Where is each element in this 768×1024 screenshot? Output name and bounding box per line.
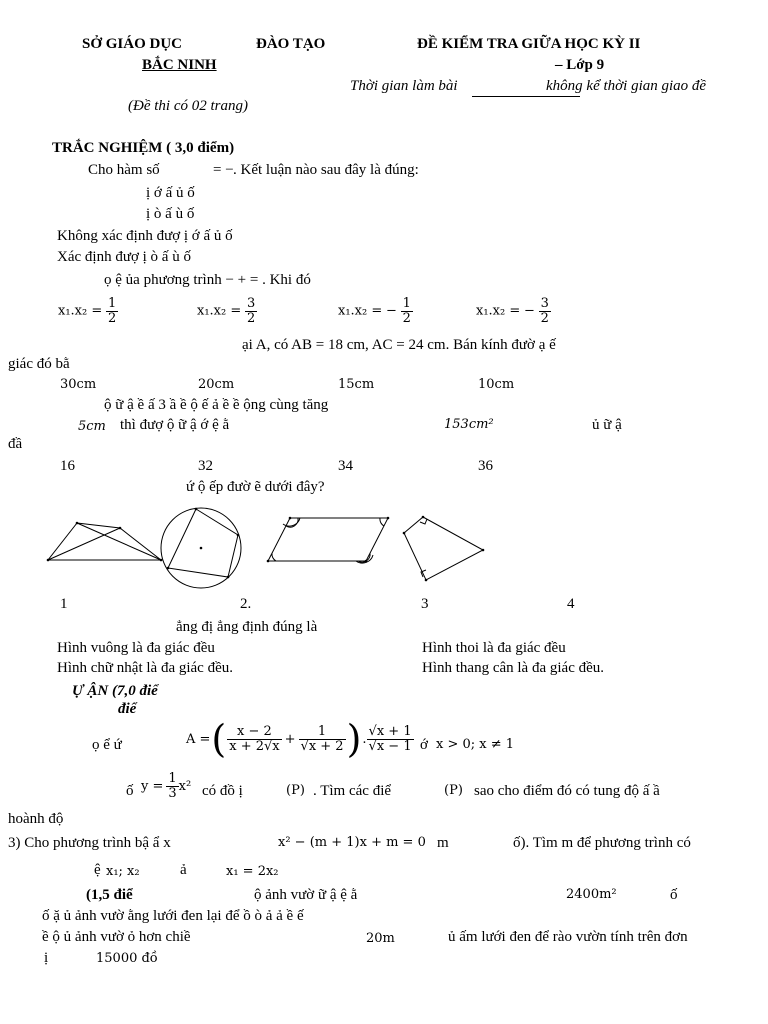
- q4-option-c: 34: [338, 458, 353, 474]
- parabola-p-label-2: (P): [444, 783, 463, 798]
- q2-option-d: x₁.x₂ = − $\frac{3}{2}$: [476, 296, 549, 326]
- q1-option-d: Xác định đượ ị ò ấ ù ố: [57, 249, 191, 265]
- figure-label-3: 3: [421, 596, 429, 612]
- pages-note: (Đề thi có 02 trang): [128, 98, 248, 114]
- q6-option-c: Hình chữ nhật là đa giác đều.: [57, 660, 233, 676]
- time-label: Thời gian làm bài: [350, 78, 458, 94]
- q4-line1: ộ ữ ậ ề ấ 3 ầ ề ộ ế ả ề ề ộng cùng tăng: [104, 397, 329, 413]
- essay-q3-line2b: ả: [180, 862, 187, 878]
- essay-q3-line2a: ệ: [94, 862, 101, 878]
- price-per-unit: 15000 đồ: [96, 951, 158, 966]
- q4-option-b: 32: [198, 458, 213, 474]
- q3-option-b: 20cm: [198, 377, 235, 392]
- essay-q4-line2: ố ặ ủ ảnh vườ ằng lưới đen lại để ồ ò ả ả ề ế: [42, 908, 304, 924]
- figure-label-1: 1: [60, 596, 68, 612]
- q4-line3: đầ: [8, 436, 23, 452]
- essay-q1-condition: x > 0; x ≠ 1: [436, 737, 515, 752]
- q4-line2: thì đượ ộ ữ ậ ớ ệ ằ: [120, 417, 230, 433]
- q5-stem: ứ ộ ếp đườ ẽ dưới đây?: [186, 479, 325, 495]
- essay-q4-line3: ề ộ ủ ảnh vườ ỏ hơn chiề: [42, 929, 191, 945]
- figure-label-2: 2.: [240, 596, 252, 612]
- root-relation: x₁ = 2x₂: [226, 864, 279, 879]
- q4-increase: 5cm: [78, 419, 106, 434]
- essay-q4-line1: ộ ảnh vườ ữ ậ ệ ằ: [254, 887, 358, 903]
- essay-q4-title: (1,5 điể: [86, 887, 133, 903]
- essay-q4-line4a: ị: [44, 950, 49, 966]
- q3-option-d: 10cm: [478, 377, 515, 392]
- figure-2-inscribed-quadrilateral: [158, 505, 248, 595]
- quadratic-equation: x² − (m + 1)x + m = 0: [278, 835, 426, 850]
- essay-q1-with-word: ớ: [420, 737, 428, 753]
- q1-stem: Cho hàm số: [88, 162, 160, 178]
- time-note: không kể thời gian giao đề: [546, 78, 707, 94]
- essay-q2-text3: sao cho điểm đó có tung độ ấ ầ: [474, 783, 660, 799]
- grade-label: – Lớp 9: [555, 57, 605, 73]
- q1-equation: = −: [213, 162, 234, 178]
- q3-option-c: 15cm: [338, 377, 375, 392]
- q1-stem-tail: . Kết luận nào sau đây là đúng:: [233, 162, 419, 178]
- q4-line2-tail: ủ ữ ậ: [592, 417, 622, 433]
- q2-option-c: x₁.x₂ = − $\frac{1}{2}$: [338, 296, 411, 326]
- q4-option-a: 16: [60, 458, 75, 474]
- q4-area: 153cm²: [444, 417, 494, 432]
- essay-q4-line1-end: ố: [670, 887, 678, 903]
- q6-option-a: Hình vuông là đa giác đều: [57, 640, 215, 656]
- q6-option-b: Hình thoi là đa giác đều: [422, 640, 566, 656]
- q3-stem-line2: giác đó bằ: [8, 356, 70, 372]
- section-title-essay: Ự ẬN (7,0 điể: [72, 683, 158, 699]
- department-right: ĐÀO TẠO: [256, 36, 326, 52]
- essay-q4-line3-tail: ủ ấm lưới đen để rào vườn tính trên đơn: [448, 929, 688, 945]
- q1-option-c: Không xác định đượ ị ớ ấ ủ ố: [57, 228, 233, 244]
- section-subtitle: điể: [118, 701, 137, 717]
- q1-option-b: ị ò ấ ù ố: [146, 206, 195, 222]
- figure-label-4: 4: [567, 596, 575, 612]
- q6-stem: ẳng đị ẳng định đúng là: [176, 619, 318, 635]
- essay-q2-text2: . Tìm các điể: [313, 783, 392, 799]
- q2-option-b: x₁.x₂ = $\frac{3}{2}$: [197, 296, 256, 326]
- essay-q2-text1: có đồ ị: [202, 783, 243, 799]
- essay-q2-line2: hoành độ: [8, 811, 64, 827]
- roots-label: x₁; x₂: [106, 864, 140, 879]
- q4-option-d: 36: [478, 458, 493, 474]
- q3-option-a: 30cm: [60, 377, 97, 392]
- figure-4-right-angle-quadrilateral: [398, 505, 493, 585]
- province-name: BẮC NINH: [142, 57, 217, 73]
- essay-q2-prefix: ố: [126, 783, 134, 799]
- figure-1-quadrilateral: [40, 505, 170, 580]
- essay-q1-prefix: ọ ể ứ: [92, 737, 122, 753]
- exam-title: ĐỀ KIỂM TRA GIỮA HỌC KỲ II: [417, 36, 641, 52]
- q6-option-d: Hình thang cân là đa giác đều.: [422, 660, 605, 676]
- parabola-p-label: (P): [286, 783, 305, 798]
- side-difference: 20m: [366, 931, 395, 946]
- q2-option-a: x₁.x₂ = $\frac{1}{2}$: [58, 296, 117, 326]
- essay-q3-parameter: m: [437, 835, 449, 851]
- q1-option-a: ị ớ ấ ủ ố: [146, 185, 195, 201]
- essay-q3-prefix: 3) Cho phương trình bậ ẩ x: [8, 835, 171, 851]
- garden-area: 2400m²: [566, 887, 617, 902]
- department-left: SỞ GIÁO DỤC: [82, 36, 183, 52]
- parabola-function: y = $\frac{1}{3}$ x²: [141, 771, 192, 801]
- essay-q3-tail: ố). Tìm m để phương trình có: [513, 835, 691, 851]
- figure-3-parallelogram: [262, 505, 397, 575]
- q2-stem: ọ ệ ủa phương trình − + = . Khi đó: [104, 272, 311, 288]
- time-blank-line: [472, 96, 580, 97]
- expression-a: A = ( $\frac{x - 2}{x + 2√x}$ + $\frac{1}{√x + 2}$ ) . $\frac{√x + 1}{√x - 1}$: [186, 717, 412, 761]
- section-title-multiple-choice: TRẮC NGHIỆM ( 3,0 điểm): [52, 140, 235, 156]
- q3-stem: ại A, có AB = 18 cm, AC = 24 cm. Bán kính đườ ạ ế: [242, 337, 556, 353]
